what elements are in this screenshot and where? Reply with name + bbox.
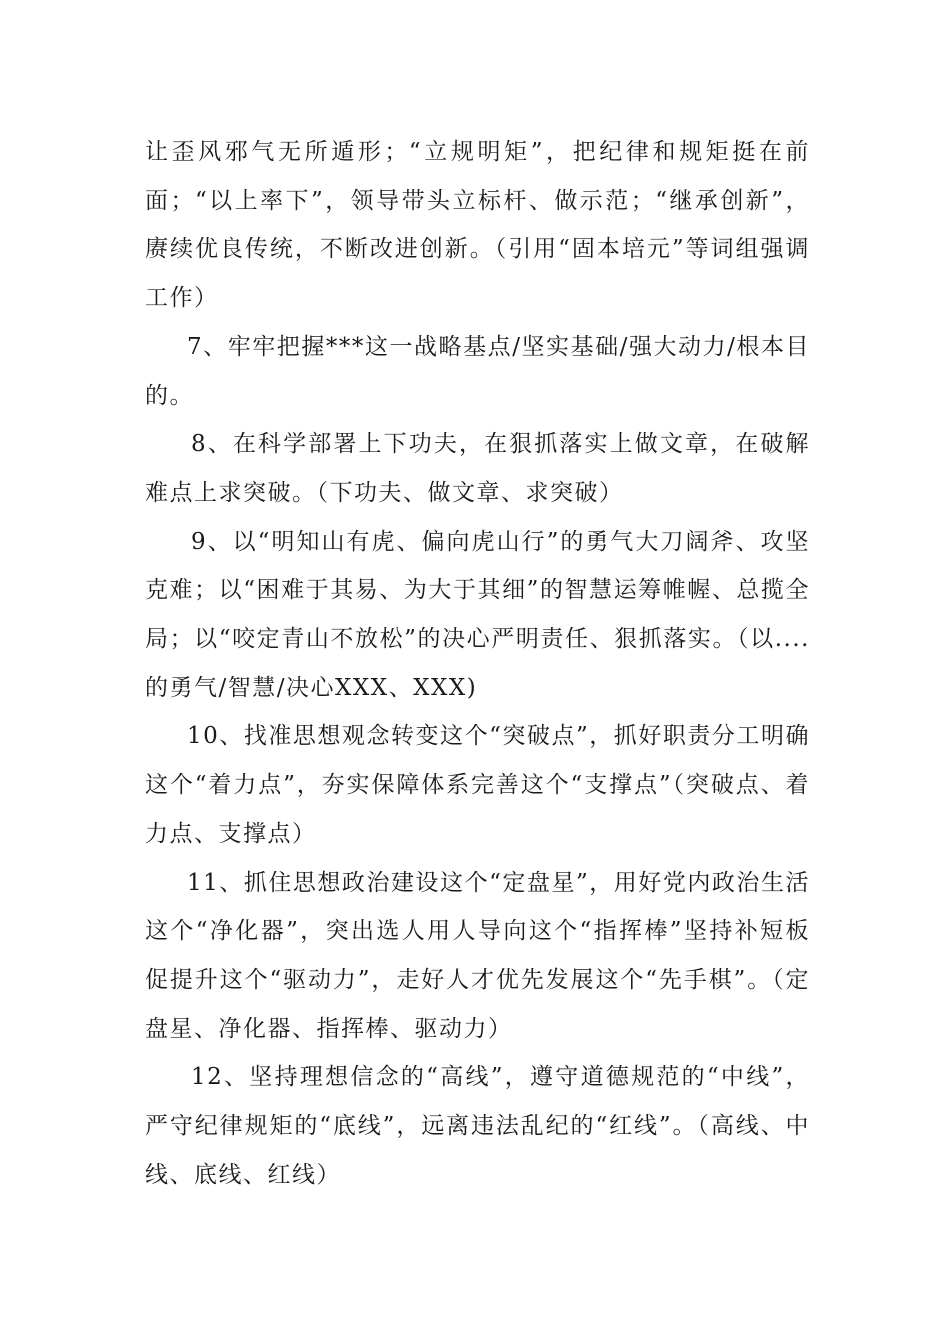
paragraph-10: 10、找准思想观念转变这个“突破点”，抓好职责分工明确这个“着力点”，夯实保障体系完善这个“支撑点”（突破点、着力点、支撑点） (145, 723, 810, 847)
paragraph-continued: 让歪风邪气无所遁形；“立规明矩”，把纪律和规矩挺在前面；“以上率下”，领导带头立标杆、做示范；“继承创新”，赓续优良传统，不断改进创新。（引用“固本培元”等词组强调工作） (145, 139, 810, 312)
paragraph-12: 12、坚持理想信念的“高线”，遵守道德规范的“中线”，严守纪律规矩的“底线”，远离违法乱纪的“红线”。（高线、中线、底线、红线） (145, 1064, 810, 1188)
paragraph-8: 8、在科学部署上下功夫，在狠抓落实上做文章，在破解难点上求突破。（下功夫、做文章、求突破） (145, 431, 810, 506)
paragraph-7: 7、牢牢把握***这一战略基点/坚实基础/强大动力/根本目的。 (145, 333, 810, 409)
paragraph-11: 11、抓住思想政治建设这个“定盘星”，用好党内政治生活这个“净化器”，突出选人用人导向这个“指挥棒”坚持补短板促提升这个“驱动力”，走好人才优先发展这个“先手棋”。（定盘星、净化器、指挥棒、驱动力） (145, 869, 810, 1042)
paragraph-9: 9、以“明知山有虎、偏向虎山行”的勇气大刀阔斧、攻坚克难；以“困难于其易、为大于其细”的智慧运筹帷幄、总揽全局；以“咬定青山不放松”的决心严明责任、狠抓落实。（以....的勇气/智慧/决心XXX、XXX) (145, 528, 810, 701)
document-body (145, 128, 810, 1199)
